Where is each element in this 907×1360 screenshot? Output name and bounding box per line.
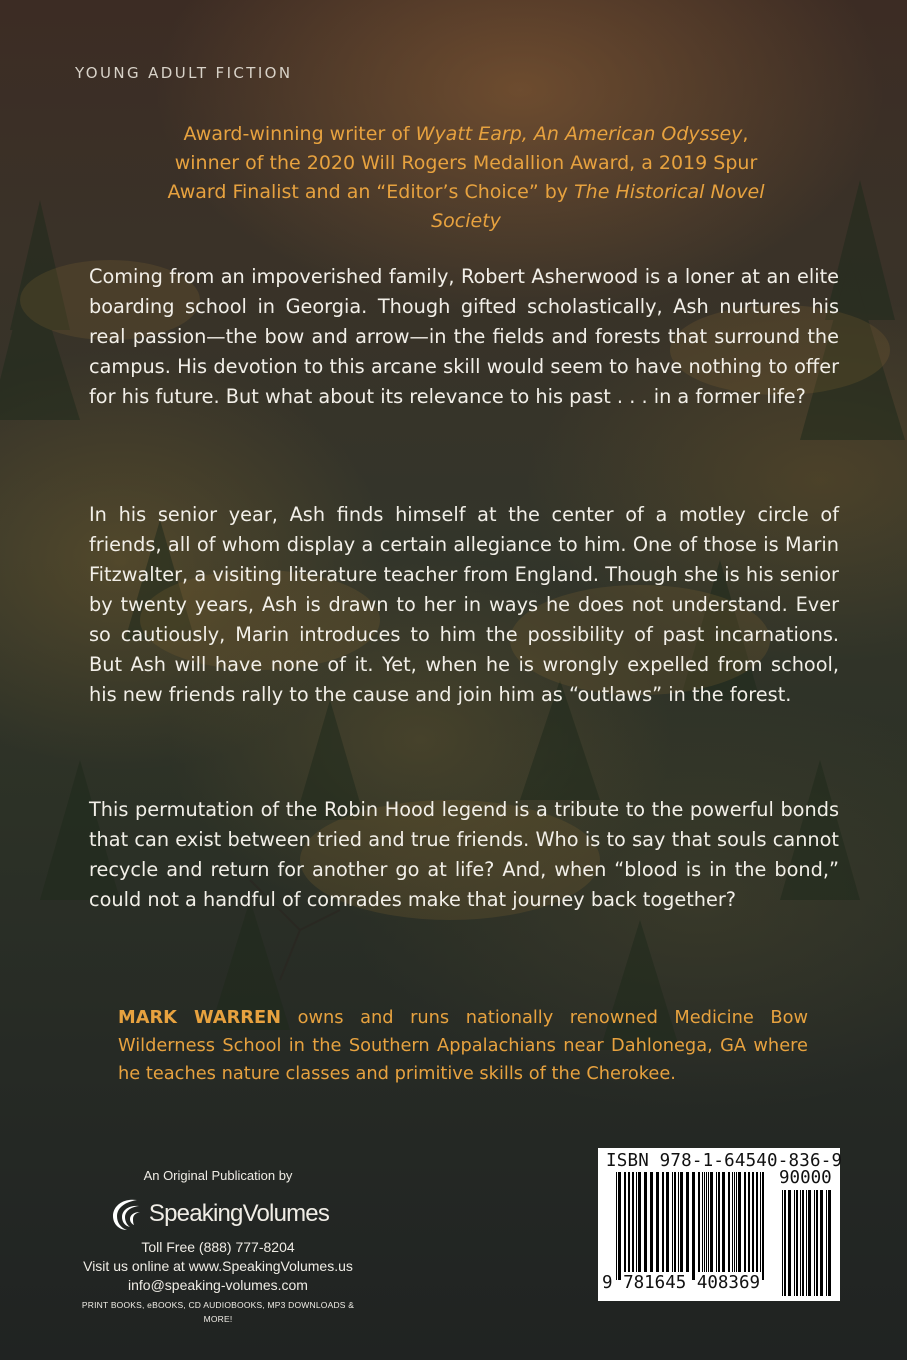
- barcode-bar: [628, 1172, 630, 1272]
- barcode-bar: [616, 1172, 617, 1280]
- praise-society-title: The Historical Novel Society: [431, 181, 765, 232]
- barcode-bar: [666, 1172, 669, 1272]
- barcode-bar: [636, 1172, 637, 1272]
- publisher-intro: An Original Publication by: [143, 1168, 293, 1183]
- barcode-bar: [806, 1190, 807, 1296]
- author-bio-text: owns and runs nationally renowned Medicine Bow Wilderness School in the Southern Appalachians near Dahlonega, GA where he teaches nature classes and primitive skills of the Cherokee.: [118, 1007, 809, 1084]
- barcode-bar: [800, 1190, 801, 1296]
- barcode-addon-digits: 90000: [779, 1168, 832, 1188]
- publisher-phone: Toll Free (888) 777-8204: [141, 1239, 295, 1255]
- praise-text-2: , winner of the 2020 Will Rogers Medallion Award, a 2019 Spur Award Finalist and an “Editor’s Choice” by: [167, 123, 758, 203]
- barcode-bar: [708, 1172, 709, 1272]
- barcode-bar: [632, 1172, 634, 1272]
- publisher-logo: [68, 1194, 368, 1234]
- isbn-label: ISBN 978-1-64540-836-9: [606, 1151, 843, 1171]
- genre-label: YOUNG ADULT FICTION: [75, 64, 293, 82]
- barcode-bar: [756, 1172, 758, 1272]
- barcode-bar: [796, 1190, 798, 1296]
- praise-text-1: Award-winning writer of: [183, 123, 416, 145]
- publisher-block: [68, 1168, 368, 1326]
- barcode-bar: [814, 1190, 815, 1296]
- praise-book-title: Wyatt Earp, An American Odyssey: [415, 123, 743, 145]
- barcode-digits: 9 781645 408369: [602, 1273, 761, 1293]
- barcode-bar: [738, 1172, 741, 1272]
- publisher-website: Visit us online at www.SpeakingVolumes.us: [83, 1258, 353, 1274]
- barcode-bar: [672, 1172, 673, 1272]
- author-bio: [118, 1004, 808, 1088]
- barcode-bar: [698, 1172, 700, 1272]
- barcode-bar: [784, 1190, 786, 1296]
- blurb-paragraph-2: In his senior year, Ash finds himself at the center of a motley circle of friends, all of whom display a certain allegiance to him. One of those is Marin Fitzwalter, a visiting literature teacher from England. Though she is his senior by twenty years, Ash is drawn to her in ways he does not understand. Ever so cautiously, Marin introduces to him the possibility of past incarnations. But Ash will have none of it. Yet, when he is wrongly expelled from school, his new friends rally to the cause and join him as “outlaws” in the forest.: [89, 503, 839, 706]
- barcode-bar: [794, 1190, 795, 1296]
- barcode-bar: [748, 1172, 750, 1272]
- barcode-bar: [704, 1172, 705, 1272]
- publisher-email: info@speaking-volumes.com: [128, 1277, 308, 1293]
- blurb-paragraph-3: This permutation of the Robin Hood legend is a tribute to the powerful bonds that can exist between tried and true friends. Who is to say that souls cannot recycle and return for another go at life? And, when “blood is in the bond,” could not a handful of comrades make that journey back together?: [89, 798, 839, 911]
- barcode-bar: [716, 1172, 717, 1272]
- barcode-bar: [728, 1172, 730, 1272]
- barcode-bar: [782, 1190, 783, 1296]
- barcode-bar: [762, 1172, 764, 1280]
- barcode-bar: [760, 1172, 761, 1272]
- publisher-formats: PRINT BOOKS, eBOOKS, CD AUDIOBOOKS, MP3 DOWNLOADS & MORE!: [81, 1300, 355, 1324]
- author-name: MARK WARREN: [118, 1007, 282, 1028]
- barcode-bar: [678, 1172, 679, 1272]
- barcode-bar: [816, 1190, 818, 1296]
- barcode-bar: [722, 1172, 725, 1272]
- barcode-bar: [686, 1172, 689, 1272]
- barcode-bar: [624, 1172, 626, 1272]
- barcode-bar: [674, 1172, 676, 1272]
- barcode-bar: [692, 1172, 695, 1280]
- barcode-bar: [706, 1172, 707, 1272]
- praise-blurb: [150, 120, 782, 236]
- barcode-bar: [744, 1172, 746, 1272]
- barcode-bar: [734, 1172, 735, 1272]
- barcode-bar: [644, 1172, 647, 1272]
- barcode-bar: [732, 1172, 733, 1272]
- barcode-bar: [638, 1172, 641, 1272]
- isbn-barcode: [598, 1148, 843, 1301]
- barcode-bar: [656, 1172, 659, 1272]
- barcode-bar: [802, 1190, 804, 1296]
- publisher-logo-text: SpeakingVolumes: [148, 1200, 330, 1227]
- barcode-bar: [808, 1190, 811, 1296]
- barcode-bar: [826, 1190, 827, 1296]
- swirl-logo-icon: [107, 1194, 147, 1234]
- blurb-paragraph-1: Coming from an impoverished family, Robert Asherwood is a loner at an elite boarding school in Georgia. Though gifted scholastically, Ash nurtures his real passion—the bow and arrow—in the fields and forests that surround the campus. His devotion to this arcane skill would seem to have nothing to offer for his future. But what about its relevance to his past . . . in a former life?: [89, 265, 839, 408]
- barcode-bar: [718, 1172, 720, 1272]
- barcode-bar: [752, 1172, 754, 1272]
- barcode-bar: [662, 1172, 664, 1272]
- publisher-contact: [68, 1238, 368, 1326]
- barcode-bar: [736, 1172, 737, 1272]
- barcode-bar: [680, 1172, 683, 1272]
- barcode-bar: [820, 1190, 823, 1296]
- barcode-bar: [618, 1172, 621, 1280]
- barcode-bar: [788, 1190, 791, 1296]
- barcode-bar: [710, 1172, 713, 1272]
- barcode-bar: [702, 1172, 703, 1272]
- barcode-bar: [828, 1190, 831, 1296]
- barcode-bar: [650, 1172, 653, 1272]
